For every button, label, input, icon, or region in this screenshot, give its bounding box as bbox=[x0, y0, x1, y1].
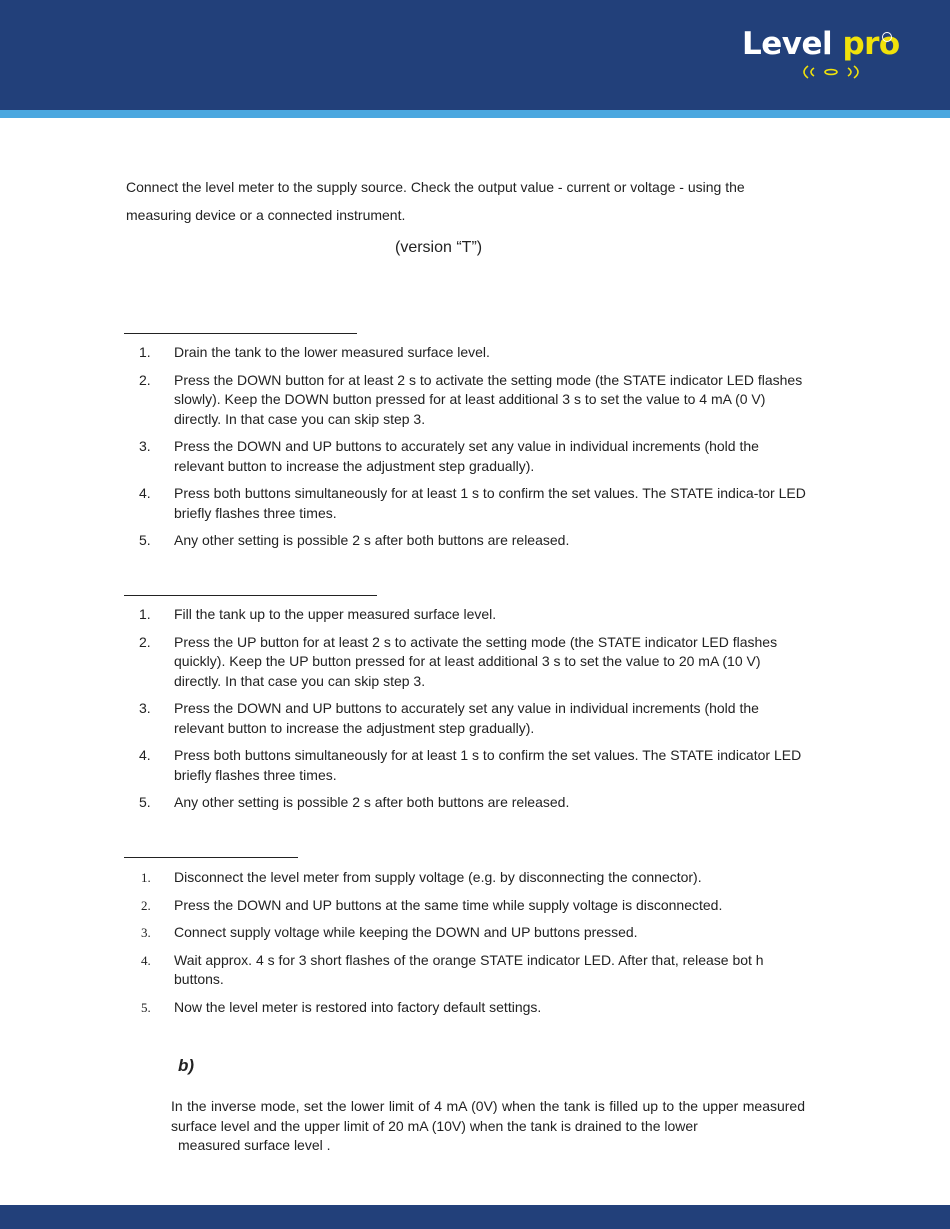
list-item: 5. Any other setting is possible 2 s after both buttons are released. bbox=[139, 794, 570, 810]
section1-steps bbox=[126, 343, 806, 559]
logo-pro-text: pro bbox=[842, 26, 900, 62]
logo-waves-icon bbox=[796, 64, 866, 80]
section3-heading-rule bbox=[124, 857, 298, 858]
list-item: 2. Press the DOWN and UP buttons at the same time while supply voltage is disconnected. bbox=[141, 896, 723, 913]
list-item: 4. Wait approx. 4 s for 3 short flashes of the orange STATE indicator LED. After that, release bot h buttons. bbox=[141, 951, 764, 987]
list-item: 1. Drain the tank to the lower measured surface level. bbox=[139, 344, 490, 360]
inverse-mode-paragraph bbox=[171, 1097, 805, 1156]
list-item: 4. Press both buttons simultaneously for at least 1 s to confirm the set values. The STATE indicator LED briefly flashes three times. bbox=[139, 747, 802, 783]
list-item: 3. Press the DOWN and UP buttons to accurately set any value in individual increments (hold the relevant button to increase the adjustment step gradually). bbox=[139, 438, 759, 474]
logo-ring-icon bbox=[882, 32, 892, 42]
list-item: 3. Connect supply voltage while keeping the DOWN and UP buttons pressed. bbox=[141, 924, 638, 940]
version-note: (version “T”) bbox=[395, 239, 483, 256]
section3-steps bbox=[126, 868, 806, 1025]
inverse-mode-text: In the inverse mode, set the lower limit of 4 mA (0V) when the tank is filled up to the upper measured surface level and the upper limit of 20 mA (10V) when the tank is drained to the lower bbox=[171, 1098, 805, 1134]
header-stripe bbox=[0, 110, 950, 118]
section-b-label: b) bbox=[178, 1056, 195, 1075]
list-item: 5. Any other setting is possible 2 s after both buttons are released. bbox=[139, 532, 570, 548]
list-item: 2. Press the UP button for at least 2 s to activate the setting mode (the STATE indicator LED flashes quickly). Keep the UP button pressed for at least additional 3 s to set the value to 20 mA (10 V) directly. In that case you can skip step 3. bbox=[139, 633, 778, 689]
list-item: 3. Press the DOWN and UP buttons to accurately set any value in individual increments (hold the relevant button to increase the adjustment step gradually). bbox=[139, 700, 759, 736]
list-item: 4. Press both buttons simultaneously for at least 1 s to confirm the set values. The STATE indica-tor LED briefly flashes three times. bbox=[139, 485, 806, 521]
footer-bar bbox=[0, 1205, 950, 1229]
list-item: 2. Press the DOWN button for at least 2 s to activate the setting mode (the STATE indicator LED flashes slowly). Keep the DOWN button pressed for at least additional 3 s to set the value to 4 mA (0 V) directly. In that case you can skip step 3. bbox=[139, 371, 803, 427]
intro-paragraph: Connect the level meter to the supply source. Check the output value - current or voltage - using the measuring device or a connected instrument. bbox=[126, 179, 745, 223]
levelpro-logo bbox=[742, 26, 902, 86]
list-item: 1. Disconnect the level meter from supply voltage (e.g. by disconnecting the connector). bbox=[141, 869, 702, 885]
list-item: 5. Now the level meter is restored into factory default settings. bbox=[141, 998, 542, 1015]
section1-heading-rule bbox=[124, 333, 357, 334]
inverse-mode-text-end: measured surface level . bbox=[178, 1137, 331, 1153]
list-item: 1. Fill the tank up to the upper measured surface level. bbox=[139, 606, 497, 622]
logo-level-text: Level bbox=[742, 26, 833, 62]
section2-steps bbox=[126, 605, 806, 821]
section2-heading-rule bbox=[124, 595, 377, 596]
